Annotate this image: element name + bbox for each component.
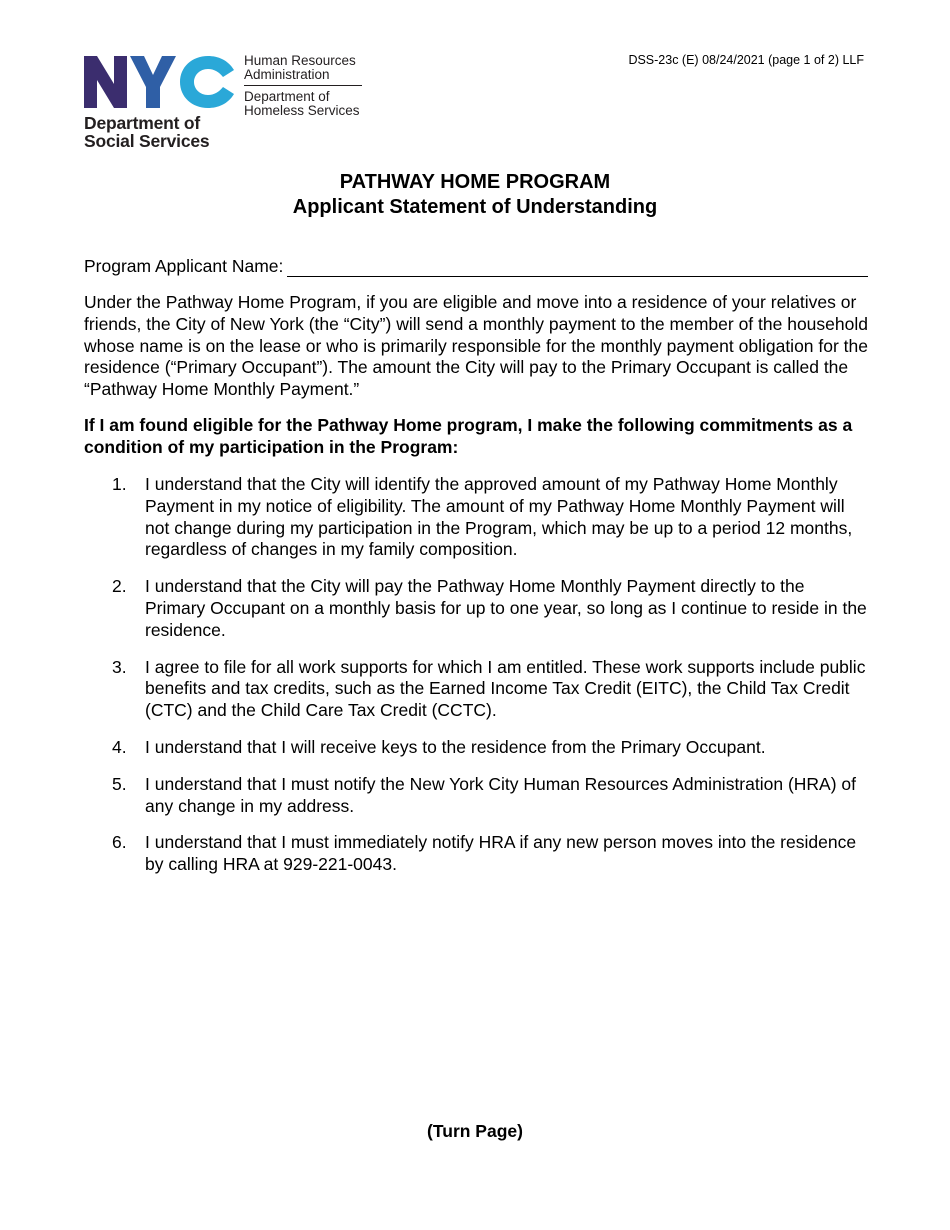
item-text: I understand that I must notify the New York City Human Resources Administration (HRA) of any change in my address.: [145, 773, 857, 816]
hra-line-1: Human Resources: [244, 53, 356, 68]
nyc-dss-logo: [84, 52, 384, 152]
item-number: 6.: [112, 832, 127, 853]
item-text: I understand that I must immediately notify HRA if any new person moves into the residence by calling HRA at 929-221-0043.: [145, 832, 857, 875]
item-number: 2.: [112, 576, 127, 597]
item-number: 5.: [112, 773, 127, 794]
nyc-logo-icon: [84, 56, 236, 108]
intro-paragraph: Under the Pathway Home Program, if you are eligible and move into a residence of your relatives or friends, the City of New York (the “City”) will send a monthly payment to the member of the household whose name is on the lease or who is primarily responsible for the monthly payment obligation for the residence (“Primary Occupant”). The amount the City will pay to the Primary Occupant is called the “Pathway Home Monthly Payment.”: [84, 292, 869, 400]
list-item: [84, 832, 868, 876]
program-title: PATHWAY HOME PROGRAM: [339, 171, 611, 193]
item-text: I agree to file for all work supports for which I am entitled. These work supports include public benefits and tax credits, such as the Earned Income Tax Credit (EITC), the Child Tax Credit (CTC) and the Child Care Tax Credit (CCTC).: [145, 656, 866, 721]
dhs-line-1: Department of: [244, 89, 330, 104]
agency-names: [244, 54, 364, 118]
commitment-heading: If I am found eligible for the Pathway Home program, I make the following commitments as a condition of my participation in the Program:: [84, 415, 853, 457]
list-item: [84, 774, 868, 818]
list-item: [84, 474, 868, 561]
item-text: I understand that I will receive keys to the residence from the Primary Occupant.: [145, 736, 766, 757]
list-item: [84, 657, 868, 722]
form-id: DSS-23c (E) 08/24/2021 (page 1 of 2) LLF: [628, 53, 864, 67]
dhs-line-2: Homeless Services: [244, 103, 360, 118]
document-title: [0, 170, 950, 220]
item-number: 4.: [112, 736, 127, 757]
commitments-list: [84, 474, 868, 891]
hra-line-2: Administration: [244, 67, 330, 82]
list-item: [84, 737, 868, 759]
item-number: 1.: [112, 474, 127, 494]
dss-line-1: Department of: [84, 113, 201, 133]
statement-title: Applicant Statement of Understanding: [292, 196, 658, 218]
applicant-name-field[interactable]: [287, 254, 868, 277]
dss-line-2: Social Services: [84, 131, 210, 151]
applicant-name-label: Program Applicant Name:: [84, 256, 284, 276]
item-number: 3.: [112, 656, 127, 677]
agency-divider: [244, 85, 362, 86]
item-text: I understand that the City will identify the approved amount of my Pathway Home Monthly Payment in my notice of eligibility. The amount of my Pathway Home Monthly Payment will not change during my participation in the Program, which may be up to a period 12 months, regardless of changes in my family composition.: [145, 474, 853, 560]
applicant-name-row: [84, 254, 868, 277]
dss-name: [84, 114, 209, 150]
item-text: I understand that the City will pay the Pathway Home Monthly Payment directly to the Primary Occupant on a monthly basis for up to one year, so long as I continue to reside in the residence.: [145, 576, 867, 640]
list-item: [84, 576, 868, 641]
turn-page-note: (Turn Page): [427, 1121, 523, 1141]
